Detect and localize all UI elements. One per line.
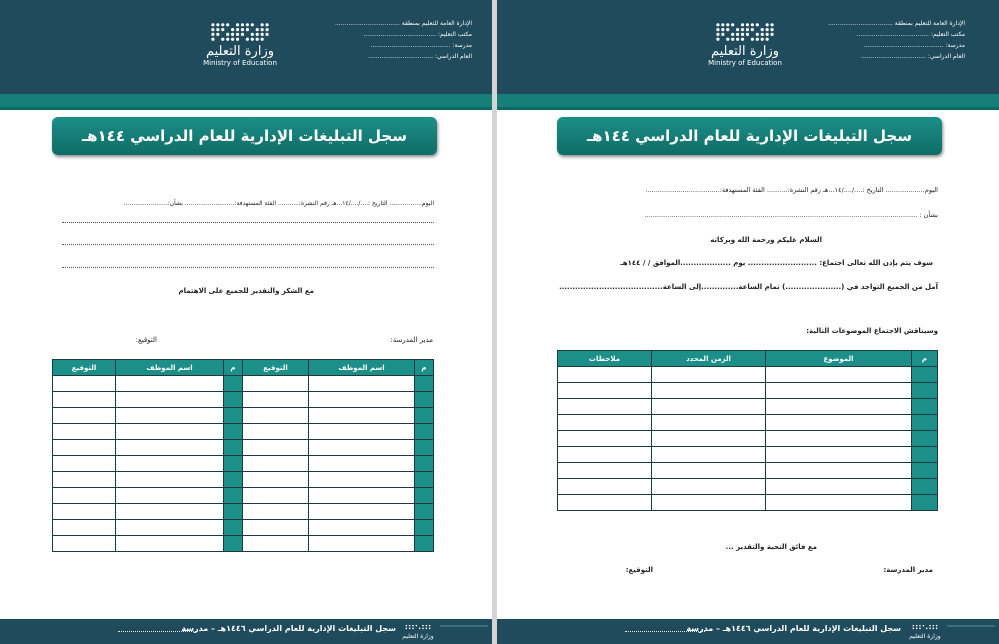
table-cell[interactable] (652, 431, 766, 447)
logo-dot (919, 625, 921, 627)
table-cell[interactable] (243, 392, 309, 408)
logo-dot (231, 38, 234, 41)
page-header (497, 0, 999, 94)
col-employee-header: اسم الموظف (309, 360, 415, 376)
table-cell[interactable] (558, 463, 652, 479)
page-header (0, 0, 492, 94)
col-topic-header: الموضوع (766, 351, 912, 367)
logo-dot (216, 33, 219, 36)
table-cell[interactable] (309, 424, 415, 440)
footer-logo-text: وزارة التعليم (909, 633, 941, 640)
logo-dot (726, 23, 729, 26)
signature-label: التوقيع: (135, 336, 157, 344)
logo-dot (241, 28, 244, 31)
table-row (558, 463, 938, 479)
header-info-line: العام الدراسي: .................................. (861, 53, 965, 60)
col-index-header: م (415, 360, 434, 376)
logo-dot (261, 23, 264, 26)
table-row (558, 479, 938, 495)
logo-dot (216, 23, 219, 26)
index-cell (912, 479, 938, 495)
col-index-header: م (912, 351, 938, 367)
table-row (558, 495, 938, 511)
logo-dot (226, 38, 229, 41)
logo-arabic: وزارة التعليم (710, 44, 780, 59)
logo-dot (746, 33, 749, 36)
logo-dot (409, 625, 411, 627)
logo-dot (756, 38, 759, 41)
logo-dot (770, 28, 773, 31)
table-cell[interactable] (766, 431, 912, 447)
logo-dot (731, 33, 734, 36)
index-cell (224, 392, 243, 408)
index-cell (224, 440, 243, 456)
logo-dot (261, 28, 264, 31)
table-cell[interactable] (116, 456, 224, 472)
table-cell[interactable] (766, 399, 912, 415)
table-row (53, 520, 434, 536)
table-cell[interactable] (243, 504, 309, 520)
col-index-header: م (224, 360, 243, 376)
logo-dot (226, 23, 229, 26)
logo-dot (929, 628, 931, 630)
footer-logo (907, 623, 943, 640)
table-cell[interactable] (116, 376, 224, 392)
signature-table (52, 359, 434, 552)
table-cell[interactable] (766, 463, 912, 479)
logo-dot (226, 33, 229, 36)
logo-dot (716, 33, 719, 36)
logo-dot (916, 625, 918, 627)
logo-dot (770, 33, 773, 36)
logo-dot (236, 28, 239, 31)
logo-dot (746, 23, 749, 26)
logo-dot (913, 628, 915, 630)
table-cell[interactable] (243, 408, 309, 424)
logo-dot (236, 33, 239, 36)
logo-arabic: وزارة التعليم (205, 44, 275, 59)
logo-dot (265, 23, 268, 26)
table-cell[interactable] (558, 479, 652, 495)
school-manager-label: مدير المدرسة: (390, 336, 433, 344)
header-info-line: مكتب التعليم: ...................................... (856, 31, 965, 38)
logo-dot (231, 28, 234, 31)
page-footer (497, 619, 999, 644)
logo-dot (426, 625, 428, 627)
table-row (53, 472, 434, 488)
table-cell[interactable] (243, 440, 309, 456)
logo-dot (721, 33, 724, 36)
logo-dot (412, 628, 414, 630)
table-cell[interactable] (652, 367, 766, 383)
table-cell[interactable] (243, 424, 309, 440)
logo-dot (241, 33, 244, 36)
info-row: اليوم................... التاريخ :..../..../١٤...هـ رقم النشرة:.......... الفئة المستهدفة:.................................... (645, 186, 938, 194)
school-manager-label: مدير المدرسة: (883, 566, 933, 574)
logo-dot (751, 28, 754, 31)
logo-dot (231, 33, 234, 36)
table-row (558, 367, 938, 383)
ministry-logo (705, 20, 785, 76)
col-signature-header: التوقيع (243, 360, 309, 376)
index-cell (224, 424, 243, 440)
logo-dot (211, 28, 214, 31)
table-cell[interactable] (558, 367, 652, 383)
table-cell[interactable] (116, 472, 224, 488)
header-info-line: الإدارة العامة للتعليم بمنطقة .................................. (827, 20, 965, 27)
logo-dot (736, 33, 739, 36)
col-signature-header: التوقيع (53, 360, 116, 376)
logo-dot (409, 628, 411, 630)
logo-dot (422, 628, 424, 630)
ministry-logo (200, 20, 280, 76)
greeting-text: السلام عليكم ورحمة الله وبركاته (710, 236, 822, 244)
header-info-line: مدرسة: .......................................... (863, 42, 965, 49)
table-cell[interactable] (243, 376, 309, 392)
logo-dot (736, 38, 739, 41)
ministry-logo-icon (713, 20, 777, 44)
info-row: اليوم................. التاريخ :..../..../١٤...هـ رقم النشرة:........... الفئة المستهدفة:.......................... بشأن:....................... (123, 200, 434, 207)
logo-dot (256, 33, 259, 36)
table-cell[interactable] (652, 383, 766, 399)
thanks-text: مع الشكر والتقدير للجميع على الاهتمام (178, 287, 314, 295)
footer-line (947, 625, 995, 627)
logo-dot (741, 33, 744, 36)
logo-dot (251, 38, 254, 41)
table-cell[interactable] (309, 456, 415, 472)
table-cell[interactable] (243, 472, 309, 488)
index-cell (912, 495, 938, 511)
logo-dot (766, 38, 769, 41)
page-right (497, 0, 999, 644)
attendance-line: آمل من الجميع التواجد في (.....................) تمام الساعة..............إلى الساعة....................................... (559, 283, 938, 291)
logo-dot (741, 28, 744, 31)
header-info-line: مدرسة: .......................................... (370, 42, 472, 49)
table-cell[interactable] (766, 367, 912, 383)
table-cell[interactable] (309, 488, 415, 504)
logo-dot (761, 33, 764, 36)
table-cell[interactable] (558, 415, 652, 431)
logo-english: Ministry of Education (708, 59, 782, 67)
logo-dot (265, 28, 268, 31)
table-row (558, 383, 938, 399)
table-cell[interactable] (766, 447, 912, 463)
logo-dot (721, 23, 724, 26)
table-row (558, 399, 938, 415)
footer-logo-icon (403, 623, 433, 631)
table-cell[interactable] (652, 495, 766, 511)
logo-dot (726, 38, 729, 41)
table-header-row (53, 360, 434, 376)
header-info-line: العام الدراسي: .................................. (368, 53, 472, 60)
logo-dot (929, 625, 931, 627)
footer-text: سجل التبليغات الإدارية للعام الدراسي ١٤٤٦هـ – مدرسة (686, 624, 901, 633)
table-cell[interactable] (309, 392, 415, 408)
index-cell (415, 392, 434, 408)
header-strip (497, 94, 999, 110)
table-cell[interactable] (309, 408, 415, 424)
table-cell[interactable] (116, 424, 224, 440)
table-cell[interactable] (116, 520, 224, 536)
logo-dot (251, 23, 254, 26)
logo-dot (246, 28, 249, 31)
table-cell[interactable] (652, 415, 766, 431)
logo-dot (746, 28, 749, 31)
logo-dot (936, 625, 938, 627)
index-cell (224, 488, 243, 504)
meeting-line: سوف يتم بإذن الله تعالى اجتماع: .......................... يوم ...................الموافق / / ١٤٤هـ (620, 259, 933, 267)
table-cell[interactable] (116, 488, 224, 504)
logo-dot (241, 23, 244, 26)
table-cell[interactable] (766, 415, 912, 431)
logo-dot (916, 628, 918, 630)
table-cell[interactable] (116, 504, 224, 520)
table-cell[interactable] (116, 392, 224, 408)
table-cell[interactable] (558, 447, 652, 463)
logo-dot (256, 38, 259, 41)
footer-logo (400, 623, 436, 640)
header-info (322, 18, 472, 62)
index-cell (224, 504, 243, 520)
logo-dot (419, 628, 421, 630)
logo-dot (211, 23, 214, 26)
table-cell[interactable] (53, 536, 116, 552)
page-footer (0, 619, 492, 644)
index-cell (224, 520, 243, 536)
logo-dot (751, 23, 754, 26)
ministry-logo-icon (208, 20, 272, 44)
table-cell[interactable] (53, 376, 116, 392)
logo-dot (261, 38, 264, 41)
col-notes-header: ملاحظات (558, 351, 652, 367)
logo-dot (716, 23, 719, 26)
table-cell[interactable] (116, 408, 224, 424)
header-info (815, 18, 965, 62)
table-header-row (558, 351, 938, 367)
footer-text: سجل التبليغات الإدارية للعام الدراسي ١٤٤٦هـ – مدرسة (181, 624, 396, 633)
table-cell[interactable] (243, 520, 309, 536)
logo-dot (761, 38, 764, 41)
index-cell (224, 472, 243, 488)
table-cell[interactable] (53, 488, 116, 504)
logo-dot (926, 628, 928, 630)
col-time-header: الزمن المحدد (652, 351, 766, 367)
table-row (53, 456, 434, 472)
header-info-line: الإدارة العامة للتعليم بمنطقة .................................. (334, 20, 472, 27)
page-left (0, 0, 492, 644)
table-cell[interactable] (309, 536, 415, 552)
table-cell[interactable] (309, 472, 415, 488)
logo-dot (246, 23, 249, 26)
table-row (53, 504, 434, 520)
logo-dot (422, 625, 424, 627)
index-cell (415, 472, 434, 488)
table-cell[interactable] (309, 376, 415, 392)
logo-dot (741, 38, 744, 41)
logo-dot (933, 625, 935, 627)
logo-dot (726, 28, 729, 31)
table-row (53, 392, 434, 408)
logo-dot (716, 38, 719, 41)
signature-label: التوقيع: (625, 566, 653, 574)
table-cell[interactable] (309, 504, 415, 520)
table-cell[interactable] (558, 431, 652, 447)
index-cell (224, 536, 243, 552)
table-cell[interactable] (243, 536, 309, 552)
logo-dot (933, 628, 935, 630)
table-row (53, 488, 434, 504)
table-cell[interactable] (53, 424, 116, 440)
logo-dot (936, 628, 938, 630)
logo-dot (741, 23, 744, 26)
logo-dot (211, 33, 214, 36)
logo-dot (766, 23, 769, 26)
logo-dot (761, 28, 764, 31)
dotted-line (62, 222, 434, 223)
logo-dot (221, 28, 224, 31)
table-cell[interactable] (53, 456, 116, 472)
col-employee-header: اسم الموظف (116, 360, 224, 376)
index-cell (415, 376, 434, 392)
index-cell (415, 424, 434, 440)
footer-line (440, 625, 488, 627)
index-cell (912, 431, 938, 447)
index-cell (912, 463, 938, 479)
logo-dot (211, 38, 214, 41)
table-cell[interactable] (53, 504, 116, 520)
topics-label: وسيناقش الاجتماع الموضوعات التالية: (806, 327, 938, 335)
header-info-line: مكتب التعليم: ...................................... (363, 31, 472, 38)
logo-dot (265, 33, 268, 36)
logo-dot (736, 28, 739, 31)
logo-dot (919, 628, 921, 630)
index-cell (415, 536, 434, 552)
index-cell (912, 415, 938, 431)
logo-dot (923, 625, 925, 627)
dotted-line (62, 267, 434, 268)
logo-dot (406, 625, 408, 627)
logo-dot (756, 23, 759, 26)
table-cell[interactable] (53, 392, 116, 408)
closing-text: مع فائق التحية والتقدير ... (725, 543, 817, 551)
table-cell[interactable] (766, 495, 912, 511)
table-row (558, 415, 938, 431)
logo-dot (766, 28, 769, 31)
table-row (53, 376, 434, 392)
logo-dot (221, 38, 224, 41)
table-cell[interactable] (558, 495, 652, 511)
logo-english: Ministry of Education (203, 59, 277, 67)
index-cell (224, 456, 243, 472)
table-row (53, 440, 434, 456)
page-title: سجل التبليغات الإدارية للعام الدراسي ١٤٤هـ (557, 117, 942, 155)
index-cell (415, 520, 434, 536)
logo-dot (766, 33, 769, 36)
logo-dot (221, 23, 224, 26)
index-cell (224, 408, 243, 424)
table-cell[interactable] (766, 383, 912, 399)
table-cell[interactable] (558, 399, 652, 415)
logo-dot (721, 28, 724, 31)
table-cell[interactable] (558, 383, 652, 399)
page-title: سجل التبليغات الإدارية للعام الدراسي ١٤٤هـ (52, 117, 437, 155)
table-cell[interactable] (53, 408, 116, 424)
index-cell (415, 408, 434, 424)
logo-dot (731, 38, 734, 41)
logo-dot (412, 625, 414, 627)
logo-dot (751, 38, 754, 41)
footer-dotted-line (118, 631, 198, 632)
table-cell[interactable] (309, 440, 415, 456)
table-cell[interactable] (116, 536, 224, 552)
logo-dot (429, 625, 431, 627)
topics-table (557, 350, 938, 511)
logo-dot (406, 628, 408, 630)
dotted-line (62, 244, 434, 245)
table-cell[interactable] (652, 479, 766, 495)
index-cell (415, 504, 434, 520)
logo-dot (236, 23, 239, 26)
logo-dot (426, 628, 428, 630)
table-cell[interactable] (243, 488, 309, 504)
logo-dot (416, 625, 418, 627)
table-cell[interactable] (243, 456, 309, 472)
logo-dot (246, 38, 249, 41)
footer-dotted-line (625, 631, 705, 632)
table-cell[interactable] (53, 520, 116, 536)
index-cell (415, 456, 434, 472)
table-row (558, 431, 938, 447)
logo-dot (261, 33, 264, 36)
table-cell[interactable] (309, 520, 415, 536)
table-cell[interactable] (53, 440, 116, 456)
footer-logo-text: وزارة التعليم (402, 633, 434, 640)
logo-dot (251, 33, 254, 36)
index-cell (415, 488, 434, 504)
table-cell[interactable] (652, 399, 766, 415)
table-row (558, 447, 938, 463)
table-cell[interactable] (53, 472, 116, 488)
index-cell (912, 399, 938, 415)
table-row (53, 536, 434, 552)
table-row (53, 424, 434, 440)
table-cell[interactable] (652, 463, 766, 479)
index-cell (224, 376, 243, 392)
table-cell[interactable] (652, 447, 766, 463)
index-cell (912, 383, 938, 399)
table-cell[interactable] (766, 479, 912, 495)
logo-dot (256, 28, 259, 31)
logo-dot (731, 23, 734, 26)
logo-dot (236, 38, 239, 41)
index-cell (912, 447, 938, 463)
logo-dot (770, 23, 773, 26)
logo-dot (429, 628, 431, 630)
logo-dot (756, 33, 759, 36)
subject-line: بشأن : .................................................................................................................................... (644, 211, 938, 219)
index-cell (415, 440, 434, 456)
logo-dot (216, 28, 219, 31)
table-cell[interactable] (116, 440, 224, 456)
table-row (53, 408, 434, 424)
header-strip (0, 94, 492, 110)
logo-dot (913, 625, 915, 627)
logo-dot (716, 28, 719, 31)
footer-logo-icon (910, 623, 940, 631)
index-cell (912, 367, 938, 383)
